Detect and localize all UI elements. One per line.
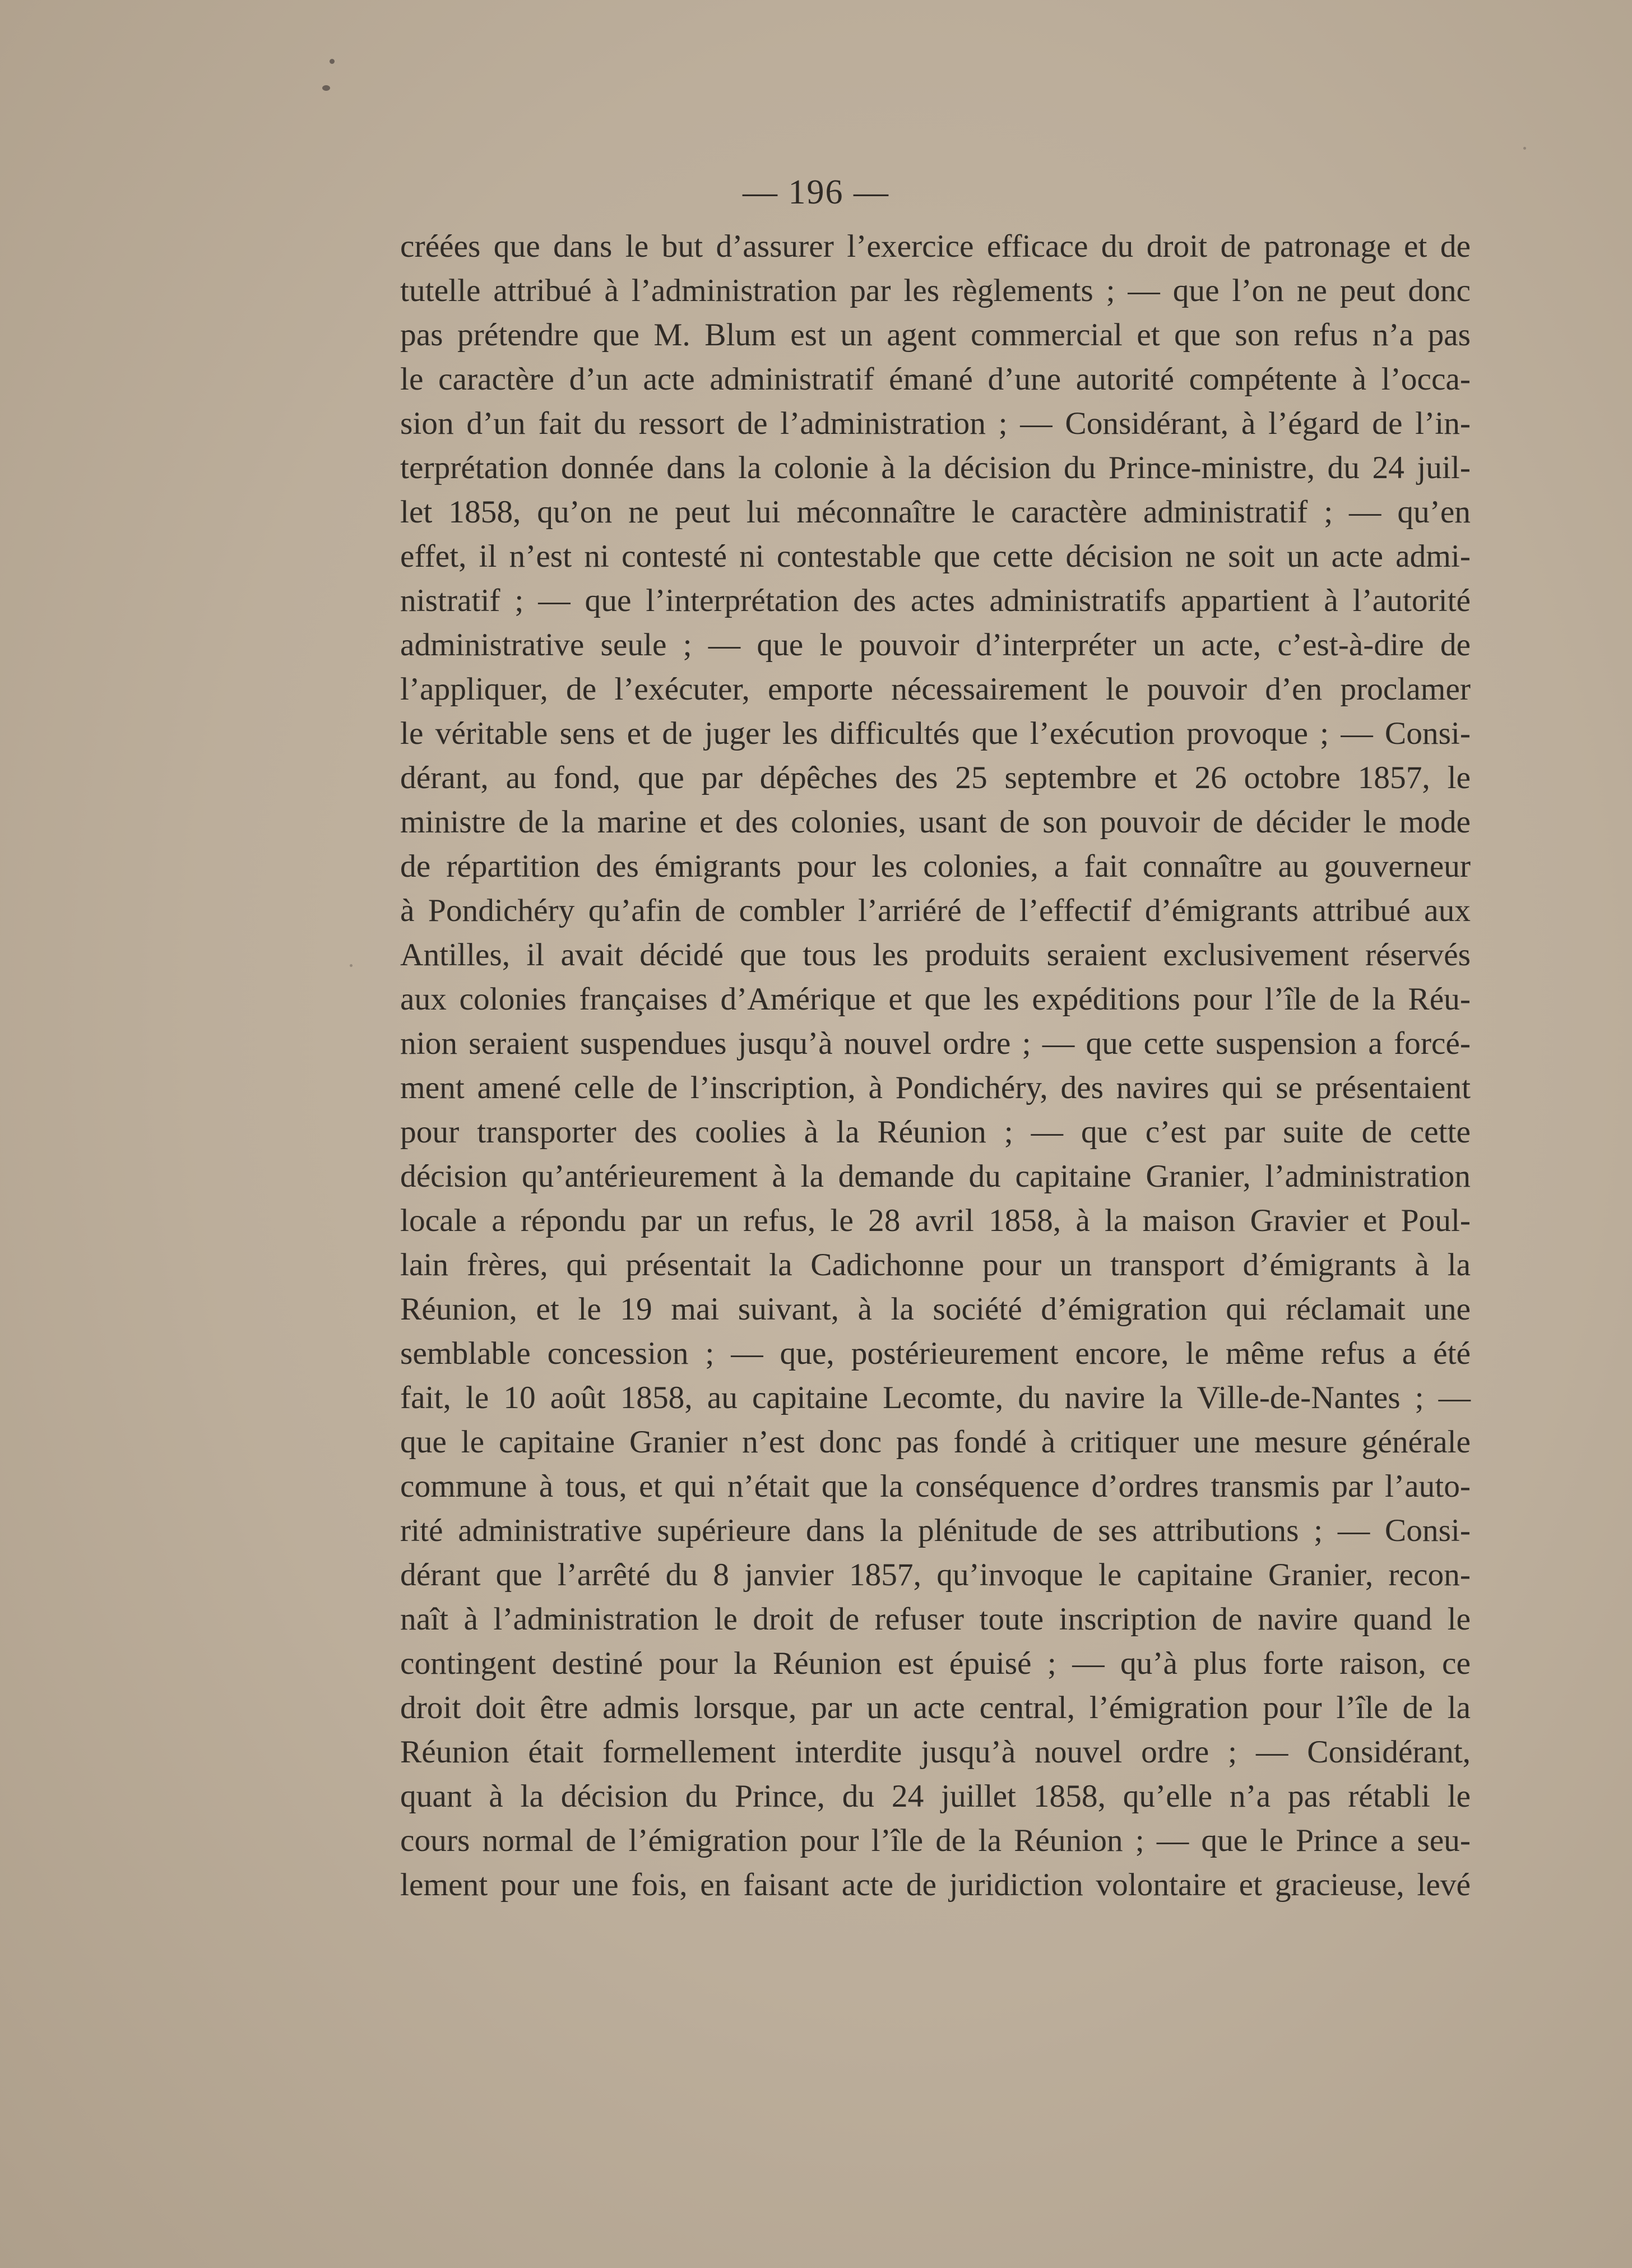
text-line: lain frères, qui présentait la Cadichonne pour un transport d’émigrants à la <box>400 1247 1471 1283</box>
text-line: let 1858, qu’on ne peut lui méconnaître le caractère administratif ; — qu’en <box>400 494 1471 530</box>
text-line: de répartition des émigrants pour les colonies, a fait connaître au gouverneur <box>400 849 1471 884</box>
ink-speck <box>322 85 330 91</box>
text-line: locale a répondu par un refus, le 28 avril 1858, à la maison Gravier et Poul- <box>400 1203 1471 1238</box>
text-line: administrative seule ; — que le pouvoir d’interpréter un acte, c’est-à-dire de <box>400 627 1471 663</box>
text-line: le caractère d’un acte administratif émané d’une autorité compétente à l’occa- <box>400 362 1471 397</box>
text-line: pas prétendre que M. Blum est un agent commercial et que son refus n’a pas <box>400 317 1471 353</box>
text-line: Réunion, et le 19 mai suivant, à la société d’émigration qui réclamait une <box>400 1292 1471 1327</box>
text-line: contingent destiné pour la Réunion est épuisé ; — qu’à plus forte raison, ce <box>400 1646 1471 1681</box>
text-line: ment amené celle de l’inscription, à Pondichéry, des navires qui se présentaient <box>400 1070 1471 1105</box>
text-line: Antilles, il avait décidé que tous les produits seraient exclusivement réservés <box>400 937 1471 973</box>
text-line: terprétation donnée dans la colonie à la décision du Prince-ministre, du 24 juil- <box>400 450 1471 485</box>
text-line: naît à l’administration le droit de refuser toute inscription de navire quand le <box>400 1602 1471 1637</box>
text-line: le véritable sens et de juger les difficultés que l’exécution provoque ; — Consi- <box>400 716 1471 751</box>
text-line: quant à la décision du Prince, du 24 juillet 1858, qu’elle n’a pas rétabli le <box>400 1779 1471 1814</box>
text-line: dérant que l’arrêté du 8 janvier 1857, qu’invoque le capitaine Granier, recon- <box>400 1557 1471 1593</box>
text-line: pour transporter des coolies à la Réunion ; — que c’est par suite de cette <box>400 1114 1471 1150</box>
text-line: tutelle attribué à l’administration par les règlements ; — que l’on ne peut donc <box>400 273 1471 308</box>
body-text <box>400 224 1471 1907</box>
text-line: l’appliquer, de l’exécuter, emporte nécessairement le pouvoir d’en proclamer <box>400 672 1471 707</box>
text-line: nion seraient suspendues jusqu’à nouvel ordre ; — que cette suspension a forcé- <box>400 1026 1471 1061</box>
text-line: à Pondichéry qu’afin de combler l’arriéré de l’effectif d’émigrants attribué aux <box>400 893 1471 928</box>
text-line: Réunion était formellement interdite jusqu’à nouvel ordre ; — Considérant, <box>400 1734 1471 1770</box>
ink-speck <box>330 59 335 64</box>
text-line: décision qu’antérieurement à la demande du capitaine Granier, l’administration <box>400 1159 1471 1194</box>
text-line: fait, le 10 août 1858, au capitaine Lecomte, du navire la Ville-de-Nantes ; — <box>400 1380 1471 1415</box>
page-number: — 196 — <box>743 173 889 211</box>
ink-speck <box>1523 147 1526 150</box>
text-line: semblable concession ; — que, postérieurement encore, le même refus a été <box>400 1336 1471 1371</box>
text-line: droit doit être admis lorsque, par un acte central, l’émigration pour l’île de la <box>400 1690 1471 1725</box>
text-line: commune à tous, et qui n’était que la conséquence d’ordres transmis par l’auto- <box>400 1469 1471 1504</box>
text-line: ministre de la marine et des colonies, usant de son pouvoir de décider le mode <box>400 804 1471 840</box>
text-line: cours normal de l’émigration pour l’île de la Réunion ; — que le Prince a seu- <box>400 1823 1471 1858</box>
text-line: lement pour une fois, en faisant acte de juridiction volontaire et gracieuse, levé <box>400 1867 1471 1903</box>
ink-speck <box>350 964 353 967</box>
text-line: que le capitaine Granier n’est donc pas fondé à critiquer une mesure générale <box>400 1424 1471 1460</box>
text-line: rité administrative supérieure dans la plénitude de ses attributions ; — Consi- <box>400 1513 1471 1548</box>
text-line: sion d’un fait du ressort de l’administration ; — Considérant, à l’égard de l’in- <box>400 406 1471 441</box>
text-line: aux colonies françaises d’Amérique et que les expéditions pour l’île de la Réu- <box>400 982 1471 1017</box>
text-line: effet, il n’est ni contesté ni contestable que cette décision ne soit un acte admi- <box>400 539 1471 574</box>
text-line: créées que dans le but d’assurer l’exercice efficace du droit de patronage et de <box>400 229 1471 264</box>
text-line: dérant, au fond, que par dépêches des 25 septembre et 26 octobre 1857, le <box>400 760 1471 795</box>
text-line: nistratif ; — que l’interprétation des actes administratifs appartient à l’autorité <box>400 583 1471 618</box>
